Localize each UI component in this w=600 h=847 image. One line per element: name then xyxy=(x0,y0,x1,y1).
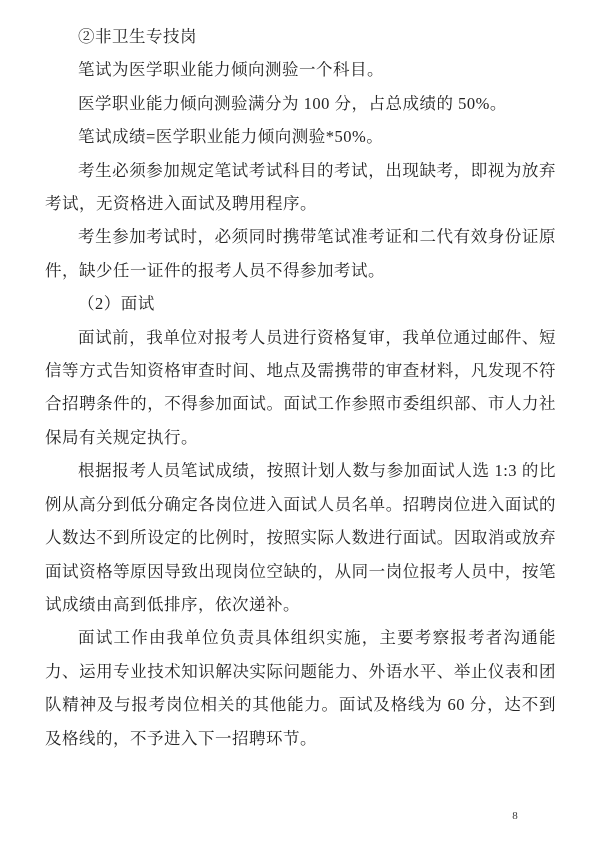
paragraph-interview-assessment: 面试工作由我单位负责具体组织实施，主要考察报考者沟通能力、运用专业技术知识解决实际问题能力、外语水平、举止仪表和团队精神及与报考岗位相关的其他能力。面试及格线为 60 分，达不到及格线的，不予进入下一招聘环节。 xyxy=(45,628,556,748)
paragraph-absence-rule: 考生必须参加规定笔试考试科目的考试，出现缺考，即视为放弃考试，无资格进入面试及聘用程序。 xyxy=(45,160,556,214)
paragraph-qualification-review: 面试前，我单位对报考人员进行资格复审，我单位通过邮件、短信等方式告知资格审查时间、地点及需携带的审查材料，凡发现不符合招聘条件的，不得参加面试。面试工作参照市委组织部、市人力社保局有关规定执行。 xyxy=(45,327,556,447)
page-number: 8 xyxy=(512,810,518,822)
paragraph-required-documents: 考生参加考试时，必须同时携带笔试准考证和二代有效身份证原件，缺少任一证件的报考人员不得参加考试。 xyxy=(45,227,556,280)
paragraph-heading-non-health-post: ②非卫生专技岗 xyxy=(78,27,197,46)
paragraph-test-full-score: 医学职业能力倾向测验满分为 100 分，占总成绩的 50%。 xyxy=(78,93,507,113)
paragraph-score-formula: 笔试成绩=医学职业能力倾向测验*50%。 xyxy=(78,127,384,147)
document-body xyxy=(45,20,556,755)
paragraph-interview-ratio: 根据报考人员笔试成绩，按照计划人数与参加面试人选 1:3 的比例从高分到低分确定各岗位进入面试人员名单。招聘岗位进入面试的人数达不到所设定的比例时，按照实际人数进行面试。因取消或放弃面试资格等原因导致出现岗位空缺的，从同一岗位报考人员中，按笔试成绩由高到低排序，依次递补。 xyxy=(45,461,556,614)
paragraph-heading-interview: （2）面试 xyxy=(78,294,155,314)
paragraph-written-test-subject: 笔试为医学职业能力倾向测验一个科目。 xyxy=(78,60,384,80)
